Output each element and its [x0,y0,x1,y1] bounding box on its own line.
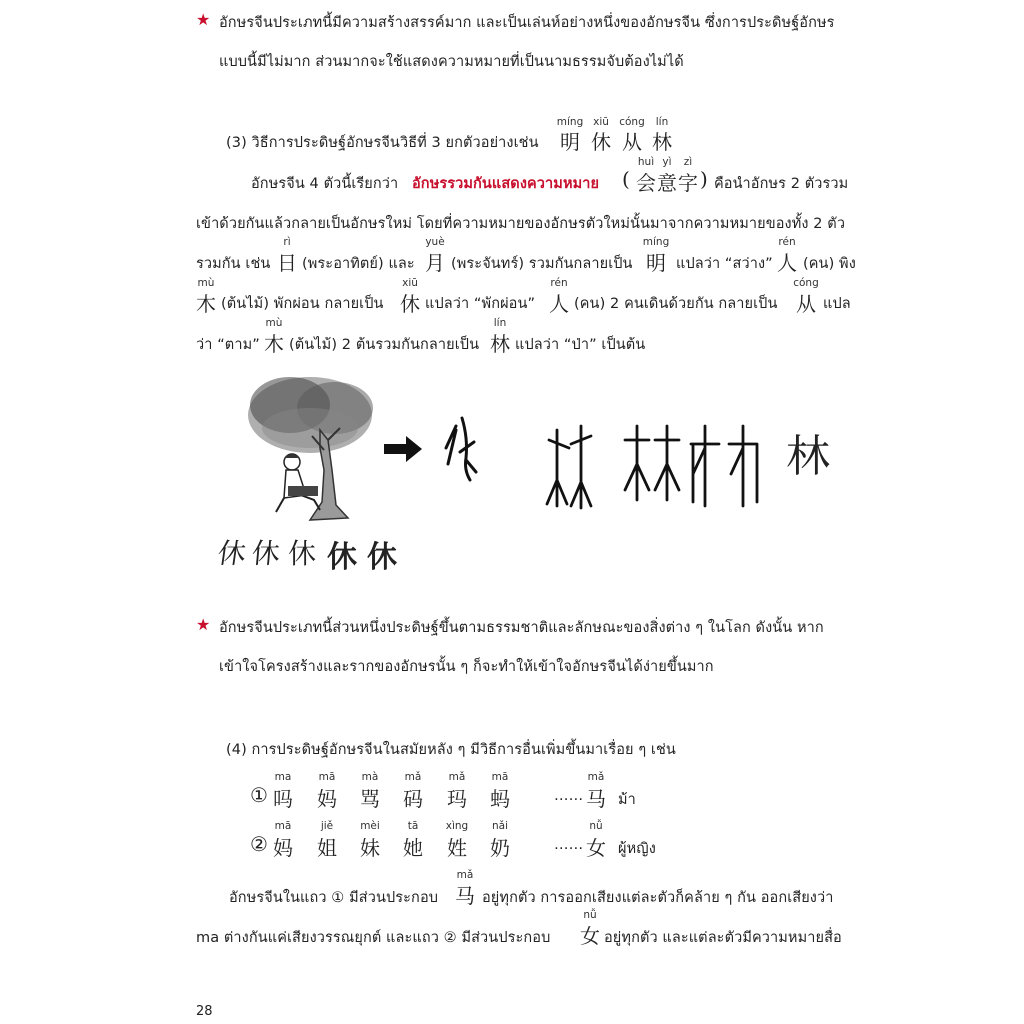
pinyin: xiū [402,277,418,289]
section4-heading: (4) การประดิษฐ์อักษรจีนในสมัยหลัง ๆ มีวิธีการอื่นเพิ่มขึ้นมาเรื่อย ๆ เช่น [226,742,676,758]
pinyin: tā [407,820,419,832]
example-char: 明 [560,130,580,154]
tree-person-illustration [240,370,390,530]
row1-char: 吗 [273,787,293,811]
root-meaning: ม้า [618,792,636,808]
pinyin: mā [274,820,292,832]
page-number: 28 [196,1004,213,1019]
para-text: แปลว่า “พักผ่อน” [425,296,536,312]
example-char: 从 [622,130,642,154]
pinyin: jiě [320,820,334,832]
root-meaning: ผู้หญิง [618,841,656,857]
pinyin: cóng [793,277,819,289]
star-icon: ★ [196,615,211,634]
inline-char: 女 [580,924,600,948]
inline-char: 明 [646,251,666,275]
row2-char: 姐 [317,836,337,860]
para-text: แปลว่า “ป่า” เป็นต้น [515,337,646,353]
pinyin: mā [491,771,509,783]
inline-char: 马 [455,884,475,908]
pinyin: míng [556,116,584,128]
para-text: แปล [823,296,851,312]
xiu-evolution-char: 休 [367,540,397,575]
pinyin: yì [662,156,672,168]
ancient-xiu-glyph [440,408,480,484]
inline-char: 从 [796,292,816,316]
ellipsis: …… [554,837,584,853]
inline-char: 日 [277,251,297,275]
para-text: ma ต่างกันแค่เสียงวรรณยุกต์ และแถว ② มีส่วนประกอบ [196,930,551,946]
row2-char: 姓 [447,836,467,860]
pinyin: huì [637,156,655,168]
arrow-right-icon [384,436,422,462]
star-icon: ★ [196,10,211,29]
pinyin: mèi [360,820,380,832]
para-text: (ต้นไม้) พักผ่อน กลายเป็น [221,296,384,312]
para-text: เข้าด้วยกันแล้วกลายเป็นอักษรใหม่ โดยที่ความหมายของอักษรตัวใหม่นั้นมาจากความหมายของทั้ง 2 ตัว [196,216,846,232]
pinyin: lín [493,317,507,329]
root-char: 女 [586,836,606,860]
inline-char: 休 [400,292,420,316]
term-char: 意 [657,171,677,195]
row1-char: 码 [403,787,423,811]
pinyin: mǎ [587,771,605,783]
paren-close: ) [700,167,708,191]
xiu-evolution-char: 休 [327,540,357,575]
pinyin: xìng [445,820,469,832]
pinyin: zì [683,156,693,168]
lin-evolution-glyphs [545,420,770,512]
root-char: 马 [586,787,606,811]
pinyin: rì [283,236,291,248]
xiu-evolution-char: 休 [215,537,249,570]
pinyin: lín [655,116,669,128]
row1-char: 蚂 [490,787,510,811]
para-text: ว่า “ตาม” [196,337,260,353]
para-text: อักษรจีน 4 ตัวนี้เรียกว่า [251,176,399,192]
row-number: ① [250,783,268,807]
para-text: อยู่ทุกตัว การออกเสียงแต่ละตัวก็คล้าย ๆ กัน ออกเสียงว่า [482,890,834,906]
para-text: (ต้นไม้) 2 ต้นรวมกันกลายเป็น [289,337,480,353]
xiu-evolution-char: 休 [287,537,317,570]
pinyin: mù [197,277,215,289]
pinyin: rén [550,277,568,289]
pinyin: míng [642,236,670,248]
row2-char: 奶 [490,836,510,860]
row1-char: 骂 [360,787,380,811]
inline-char: 人 [777,251,797,275]
bullet1-line1: อักษรจีนประเภทนี้มีความสร้างสรรค์มาก และเป็นเล่นห์อย่างหนึ่งของอักษรจีน ซึ่งการประดิษฐ์อักษร [219,15,835,31]
para-text: อยู่ทุกตัว และแต่ละตัวมีความหมายสื่อ [604,930,842,946]
inline-char: 月 [425,251,445,275]
pinyin: yuè [425,236,445,248]
inline-char: 木 [264,332,284,356]
para-text: แปลว่า “สว่าง” [676,256,773,272]
example-char: 林 [652,130,672,154]
lin-modern-char: 林 [786,431,830,482]
row2-char: 妈 [273,836,293,860]
pinyin: ma [274,771,292,783]
inline-char: 人 [549,292,569,316]
pinyin: xiū [593,116,609,128]
pinyin: mā [318,771,336,783]
pinyin: mǎ [404,771,422,783]
term-char: 字 [678,171,698,195]
para-text: (พระอาทิตย์) และ [302,256,415,272]
xiu-evolution-char: 休 [250,537,282,570]
row1-char: 玛 [447,787,467,811]
inline-char: 林 [490,332,510,356]
row2-char: 妹 [360,836,380,860]
inline-char: 木 [196,292,216,316]
pinyin: mà [361,771,379,783]
bullet2-line1: อักษรจีนประเภทนี้ส่วนหนึ่งประดิษฐ์ขึ้นตามธรรมชาติและลักษณะของสิ่งต่าง ๆ ในโลก ดังนั้น หาก [219,620,824,636]
pinyin: mù [265,317,283,329]
paren-open: ( [622,167,630,191]
ellipsis: …… [554,788,584,804]
pinyin: rén [778,236,796,248]
para-text: อักษรจีนในแถว ① มีส่วนประกอบ [229,890,439,906]
term-char: 会 [636,171,656,195]
para-text: (คน) พิง [803,256,856,272]
row-number: ② [250,832,268,856]
row2-char: 她 [403,836,423,860]
para-text: รวมกัน เช่น [196,256,271,272]
pinyin: mǎ [448,771,466,783]
pinyin: nǚ [583,909,597,921]
pinyin: mǎ [456,869,474,881]
bullet1-line2: แบบนี้มีไม่มาก ส่วนมากจะใช้แสดงความหมายที่เป็นนามธรรมจับต้องไม่ได้ [219,54,684,70]
example-char: 休 [591,130,611,154]
para-text: คือนำอักษร 2 ตัวรวม [714,176,849,192]
para-text: (คน) 2 คนเดินด้วยกัน กลายเป็น [574,296,778,312]
row1-char: 妈 [317,787,337,811]
para-text: (พระจันทร์) รวมกันกลายเป็น [451,256,633,272]
pinyin: nǎi [491,820,509,832]
highlight-term: อักษรรวมกันแสดงความหมาย [412,176,600,192]
bullet2-line2: เข้าใจโครงสร้างและรากของอักษรนั้น ๆ ก็จะทำให้เข้าใจอักษรจีนได้ง่ายขึ้นมาก [219,659,714,675]
section3-heading: (3) วิธีการประดิษฐ์อักษรจีนวิธีที่ 3 ยกตัวอย่างเช่น [226,135,539,151]
pinyin: cóng [619,116,645,128]
pinyin: nǚ [589,820,603,832]
